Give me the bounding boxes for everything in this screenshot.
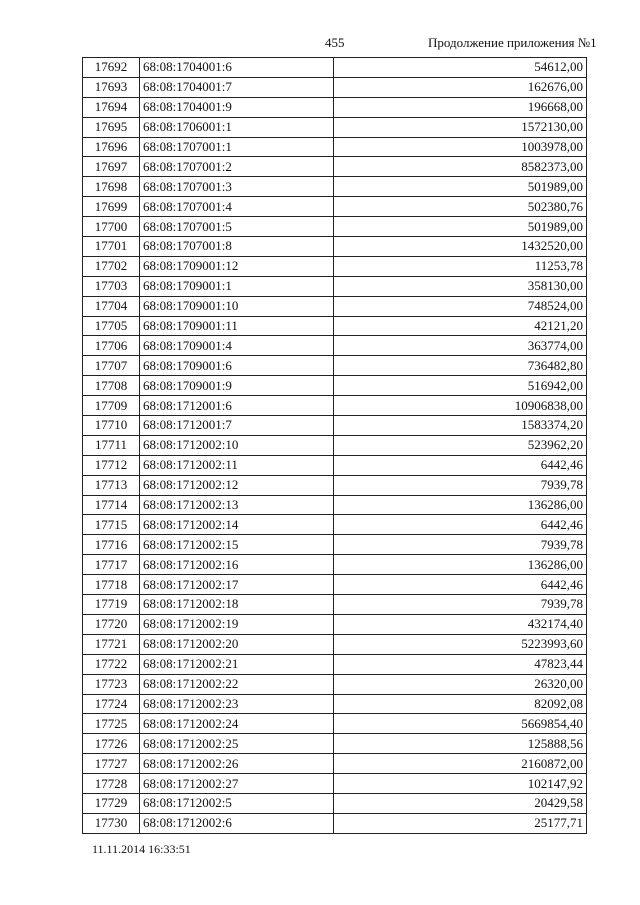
cadastral-number-cell: 68:08:1706001:1 (140, 117, 334, 137)
row-number-cell: 17707 (83, 356, 140, 376)
row-number-cell: 17694 (83, 97, 140, 117)
cadastral-value-cell: 1583374,20 (334, 416, 587, 436)
cadastral-number-cell: 68:08:1709001:11 (140, 316, 334, 336)
table-row (83, 157, 587, 177)
row-number-cell: 17711 (83, 435, 140, 455)
cadastral-value-cell: 6442,46 (334, 575, 587, 595)
cadastral-value-cell: 363774,00 (334, 336, 587, 356)
cadastral-value-cell: 7939,78 (334, 595, 587, 615)
cadastral-value-cell: 5669854,40 (334, 714, 587, 734)
cadastral-value-cell: 501989,00 (334, 217, 587, 237)
table-row (83, 813, 587, 833)
row-number-cell: 17729 (83, 793, 140, 813)
cadastral-number-cell: 68:08:1707001:2 (140, 157, 334, 177)
cadastral-value-cell: 25177,71 (334, 813, 587, 833)
cadastral-value-cell: 82092,08 (334, 694, 587, 714)
cadastral-number-cell: 68:08:1709001:6 (140, 356, 334, 376)
table-row (83, 396, 587, 416)
cadastral-number-cell: 68:08:1712002:12 (140, 475, 334, 495)
table-row (83, 575, 587, 595)
row-number-cell: 17717 (83, 555, 140, 575)
row-number-cell: 17693 (83, 77, 140, 97)
table-row (83, 237, 587, 257)
cadastral-number-cell: 68:08:1712002:22 (140, 674, 334, 694)
row-number-cell: 17727 (83, 754, 140, 774)
cadastral-value-cell: 7939,78 (334, 535, 587, 555)
cadastral-value-cell: 10906838,00 (334, 396, 587, 416)
cadastral-value-cell: 102147,92 (334, 774, 587, 794)
cadastral-number-cell: 68:08:1704001:7 (140, 77, 334, 97)
cadastral-value-cell: 125888,56 (334, 734, 587, 754)
cadastral-number-cell: 68:08:1707001:5 (140, 217, 334, 237)
cadastral-value-cell: 2160872,00 (334, 754, 587, 774)
row-number-cell: 17703 (83, 276, 140, 296)
table-row (83, 416, 587, 436)
cadastral-number-cell: 68:08:1712002:23 (140, 694, 334, 714)
cadastral-number-cell: 68:08:1712002:15 (140, 535, 334, 555)
cadastral-number-cell: 68:08:1712002:10 (140, 435, 334, 455)
table-row (83, 535, 587, 555)
cadastral-value-cell: 26320,00 (334, 674, 587, 694)
row-number-cell: 17701 (83, 237, 140, 257)
table-row (83, 754, 587, 774)
row-number-cell: 17708 (83, 376, 140, 396)
table-row (83, 674, 587, 694)
cadastral-number-cell: 68:08:1712002:11 (140, 455, 334, 475)
row-number-cell: 17709 (83, 396, 140, 416)
cadastral-number-cell: 68:08:1712002:18 (140, 595, 334, 615)
continuation-title: Продолжение приложения №1 (428, 35, 597, 50)
cadastral-value-cell: 1432520,00 (334, 237, 587, 257)
cadastral-value-cell: 7939,78 (334, 475, 587, 495)
table-row (83, 117, 587, 137)
cadastral-value-table (82, 57, 587, 834)
cadastral-value-cell: 42121,20 (334, 316, 587, 336)
row-number-cell: 17692 (83, 58, 140, 78)
cadastral-number-cell: 68:08:1712002:14 (140, 515, 334, 535)
cadastral-number-cell: 68:08:1712002:21 (140, 654, 334, 674)
cadastral-number-cell: 68:08:1704001:6 (140, 58, 334, 78)
cadastral-number-cell: 68:08:1712002:26 (140, 754, 334, 774)
cadastral-number-cell: 68:08:1712002:25 (140, 734, 334, 754)
row-number-cell: 17695 (83, 117, 140, 137)
table-row (83, 376, 587, 396)
row-number-cell: 17723 (83, 674, 140, 694)
row-number-cell: 17700 (83, 217, 140, 237)
row-number-cell: 17714 (83, 495, 140, 515)
cadastral-value-cell: 358130,00 (334, 276, 587, 296)
cadastral-value-cell: 432174,40 (334, 614, 587, 634)
table-row (83, 97, 587, 117)
cadastral-number-cell: 68:08:1707001:3 (140, 177, 334, 197)
row-number-cell: 17724 (83, 694, 140, 714)
cadastral-value-cell: 196668,00 (334, 97, 587, 117)
cadastral-value-cell: 20429,58 (334, 793, 587, 813)
cadastral-number-cell: 68:08:1709001:12 (140, 256, 334, 276)
row-number-cell: 17696 (83, 137, 140, 157)
table-row (83, 714, 587, 734)
table-row (83, 515, 587, 535)
cadastral-value-cell: 736482,80 (334, 356, 587, 376)
cadastral-value-cell: 523962,20 (334, 435, 587, 455)
table-row (83, 774, 587, 794)
cadastral-value-cell: 54612,00 (334, 58, 587, 78)
cadastral-value-cell: 5223993,60 (334, 634, 587, 654)
table-row (83, 276, 587, 296)
cadastral-number-cell: 68:08:1712002:20 (140, 634, 334, 654)
row-number-cell: 17704 (83, 296, 140, 316)
table-row (83, 654, 587, 674)
print-timestamp: 11.11.2014 16:33:51 (92, 842, 191, 856)
row-number-cell: 17730 (83, 813, 140, 833)
table-row (83, 77, 587, 97)
table-body (83, 58, 587, 834)
table-row (83, 296, 587, 316)
table-row (83, 316, 587, 336)
table-row (83, 455, 587, 475)
table-row (83, 614, 587, 634)
cadastral-number-cell: 68:08:1712002:6 (140, 813, 334, 833)
row-number-cell: 17716 (83, 535, 140, 555)
cadastral-value-cell: 6442,46 (334, 515, 587, 535)
cadastral-number-cell: 68:08:1709001:10 (140, 296, 334, 316)
page-number: 455 (325, 35, 345, 50)
cadastral-number-cell: 68:08:1712002:5 (140, 793, 334, 813)
cadastral-number-cell: 68:08:1707001:8 (140, 237, 334, 257)
table-row (83, 495, 587, 515)
cadastral-value-cell: 11253,78 (334, 256, 587, 276)
row-number-cell: 17710 (83, 416, 140, 436)
table-row (83, 356, 587, 376)
table-row (83, 694, 587, 714)
cadastral-value-cell: 6442,46 (334, 455, 587, 475)
row-number-cell: 17715 (83, 515, 140, 535)
cadastral-number-cell: 68:08:1704001:9 (140, 97, 334, 117)
table-row (83, 595, 587, 615)
cadastral-number-cell: 68:08:1707001:1 (140, 137, 334, 157)
cadastral-value-cell: 502380,76 (334, 197, 587, 217)
row-number-cell: 17713 (83, 475, 140, 495)
cadastral-number-cell: 68:08:1707001:4 (140, 197, 334, 217)
table-row (83, 734, 587, 754)
row-number-cell: 17705 (83, 316, 140, 336)
row-number-cell: 17722 (83, 654, 140, 674)
table-row (83, 475, 587, 495)
cadastral-value-cell: 1572130,00 (334, 117, 587, 137)
cadastral-number-cell: 68:08:1712002:24 (140, 714, 334, 734)
table-row (83, 197, 587, 217)
row-number-cell: 17726 (83, 734, 140, 754)
cadastral-value-cell: 136286,00 (334, 495, 587, 515)
row-number-cell: 17725 (83, 714, 140, 734)
cadastral-value-cell: 162676,00 (334, 77, 587, 97)
cadastral-value-cell: 748524,00 (334, 296, 587, 316)
cadastral-number-cell: 68:08:1712002:19 (140, 614, 334, 634)
cadastral-value-cell: 501989,00 (334, 177, 587, 197)
table-row (83, 555, 587, 575)
row-number-cell: 17720 (83, 614, 140, 634)
cadastral-number-cell: 68:08:1709001:9 (140, 376, 334, 396)
row-number-cell: 17718 (83, 575, 140, 595)
table-row (83, 217, 587, 237)
row-number-cell: 17706 (83, 336, 140, 356)
cadastral-value-cell: 47823,44 (334, 654, 587, 674)
row-number-cell: 17697 (83, 157, 140, 177)
cadastral-number-cell: 68:08:1712001:7 (140, 416, 334, 436)
row-number-cell: 17699 (83, 197, 140, 217)
cadastral-value-cell: 8582373,00 (334, 157, 587, 177)
table-row (83, 137, 587, 157)
table-row (83, 793, 587, 813)
table-row (83, 435, 587, 455)
table-row (83, 256, 587, 276)
cadastral-number-cell: 68:08:1709001:1 (140, 276, 334, 296)
table-row (83, 634, 587, 654)
cadastral-value-cell: 1003978,00 (334, 137, 587, 157)
cadastral-number-cell: 68:08:1712001:6 (140, 396, 334, 416)
row-number-cell: 17728 (83, 774, 140, 794)
table-row (83, 336, 587, 356)
table-row (83, 58, 587, 78)
cadastral-value-cell: 516942,00 (334, 376, 587, 396)
row-number-cell: 17698 (83, 177, 140, 197)
row-number-cell: 17702 (83, 256, 140, 276)
cadastral-number-cell: 68:08:1712002:17 (140, 575, 334, 595)
cadastral-number-cell: 68:08:1709001:4 (140, 336, 334, 356)
cadastral-number-cell: 68:08:1712002:13 (140, 495, 334, 515)
row-number-cell: 17719 (83, 595, 140, 615)
cadastral-value-cell: 136286,00 (334, 555, 587, 575)
cadastral-number-cell: 68:08:1712002:27 (140, 774, 334, 794)
row-number-cell: 17712 (83, 455, 140, 475)
row-number-cell: 17721 (83, 634, 140, 654)
cadastral-number-cell: 68:08:1712002:16 (140, 555, 334, 575)
table-row (83, 177, 587, 197)
